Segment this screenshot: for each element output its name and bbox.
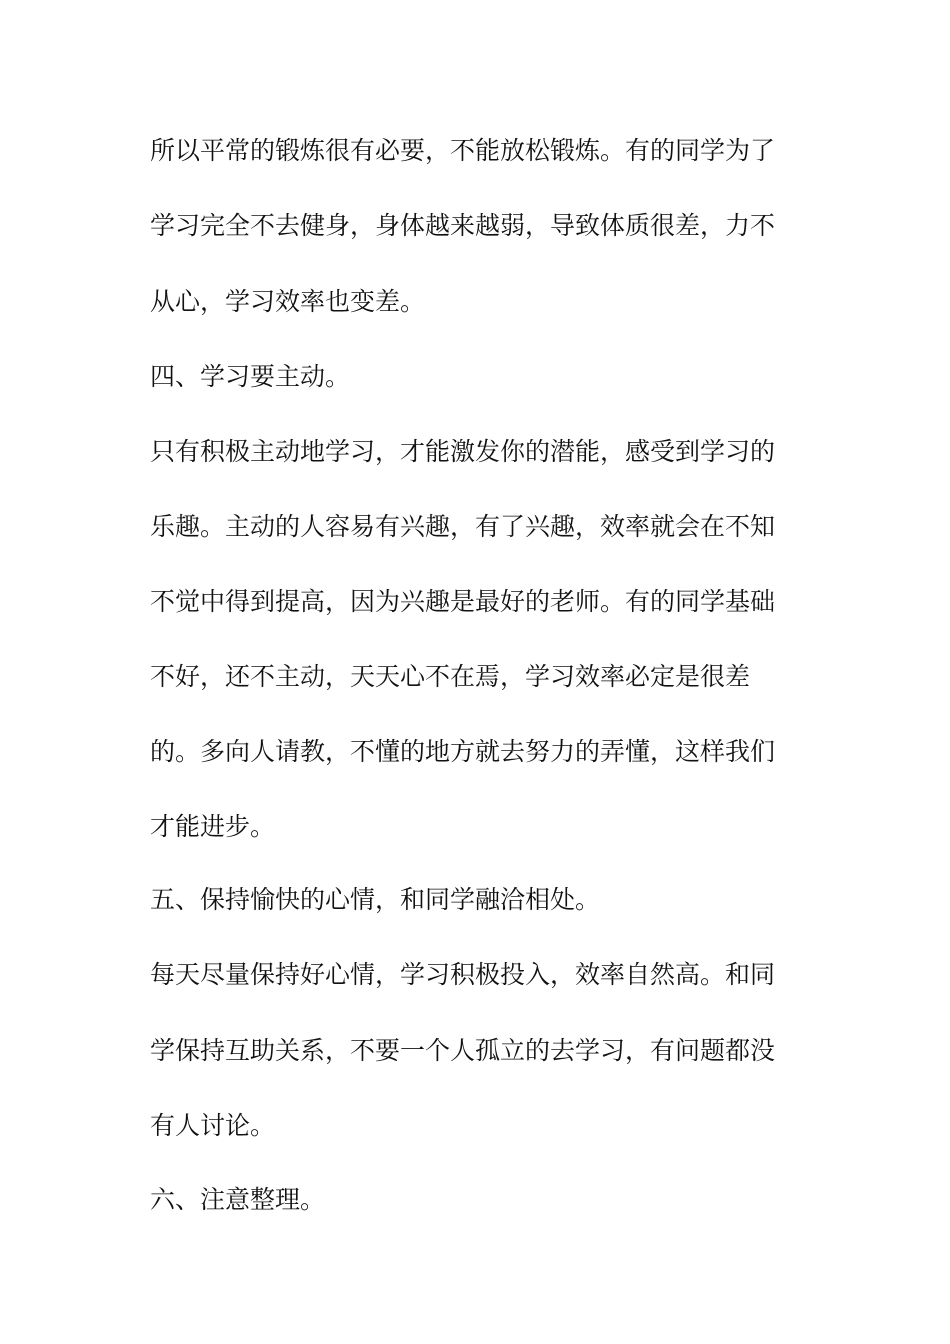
paragraph-line: 所以平常的锻炼很有必要，不能放松锻炼。有的同学为了 [150,136,776,165]
paragraph-line: 学保持互助关系，不要一个人孤立的去学习，有问题都没 [150,1036,776,1065]
paragraph-line: 的。多向人请教，不懂的地方就去努力的弄懂，这样我们 [150,737,776,766]
paragraph-line: 乐趣。主动的人容易有兴趣，有了兴趣，效率就会在不知 [150,512,776,541]
section-heading: 六、注意整理。 [150,1185,326,1214]
paragraph-line: 从心，学习效率也变差。 [150,287,426,316]
paragraph-line: 只有积极主动地学习，才能激发你的潜能，感受到学习的 [150,437,776,466]
paragraph-line: 学习完全不去健身，身体越来越弱，导致体质很差，力不 [150,211,776,240]
section-heading: 四、学习要主动。 [150,362,351,391]
paragraph-line: 不好，还不主动，天天心不在焉，学习效率必定是很差 [150,662,751,691]
paragraph-line: 有人讨论。 [150,1111,276,1140]
paragraph-line: 不觉中得到提高，因为兴趣是最好的老师。有的同学基础 [150,587,776,616]
paragraph-line: 才能进步。 [150,812,276,841]
section-heading: 五、保持愉快的心情，和同学融洽相处。 [150,885,601,914]
paragraph-line: 每天尽量保持好心情，学习积极投入，效率自然高。和同 [150,960,776,989]
